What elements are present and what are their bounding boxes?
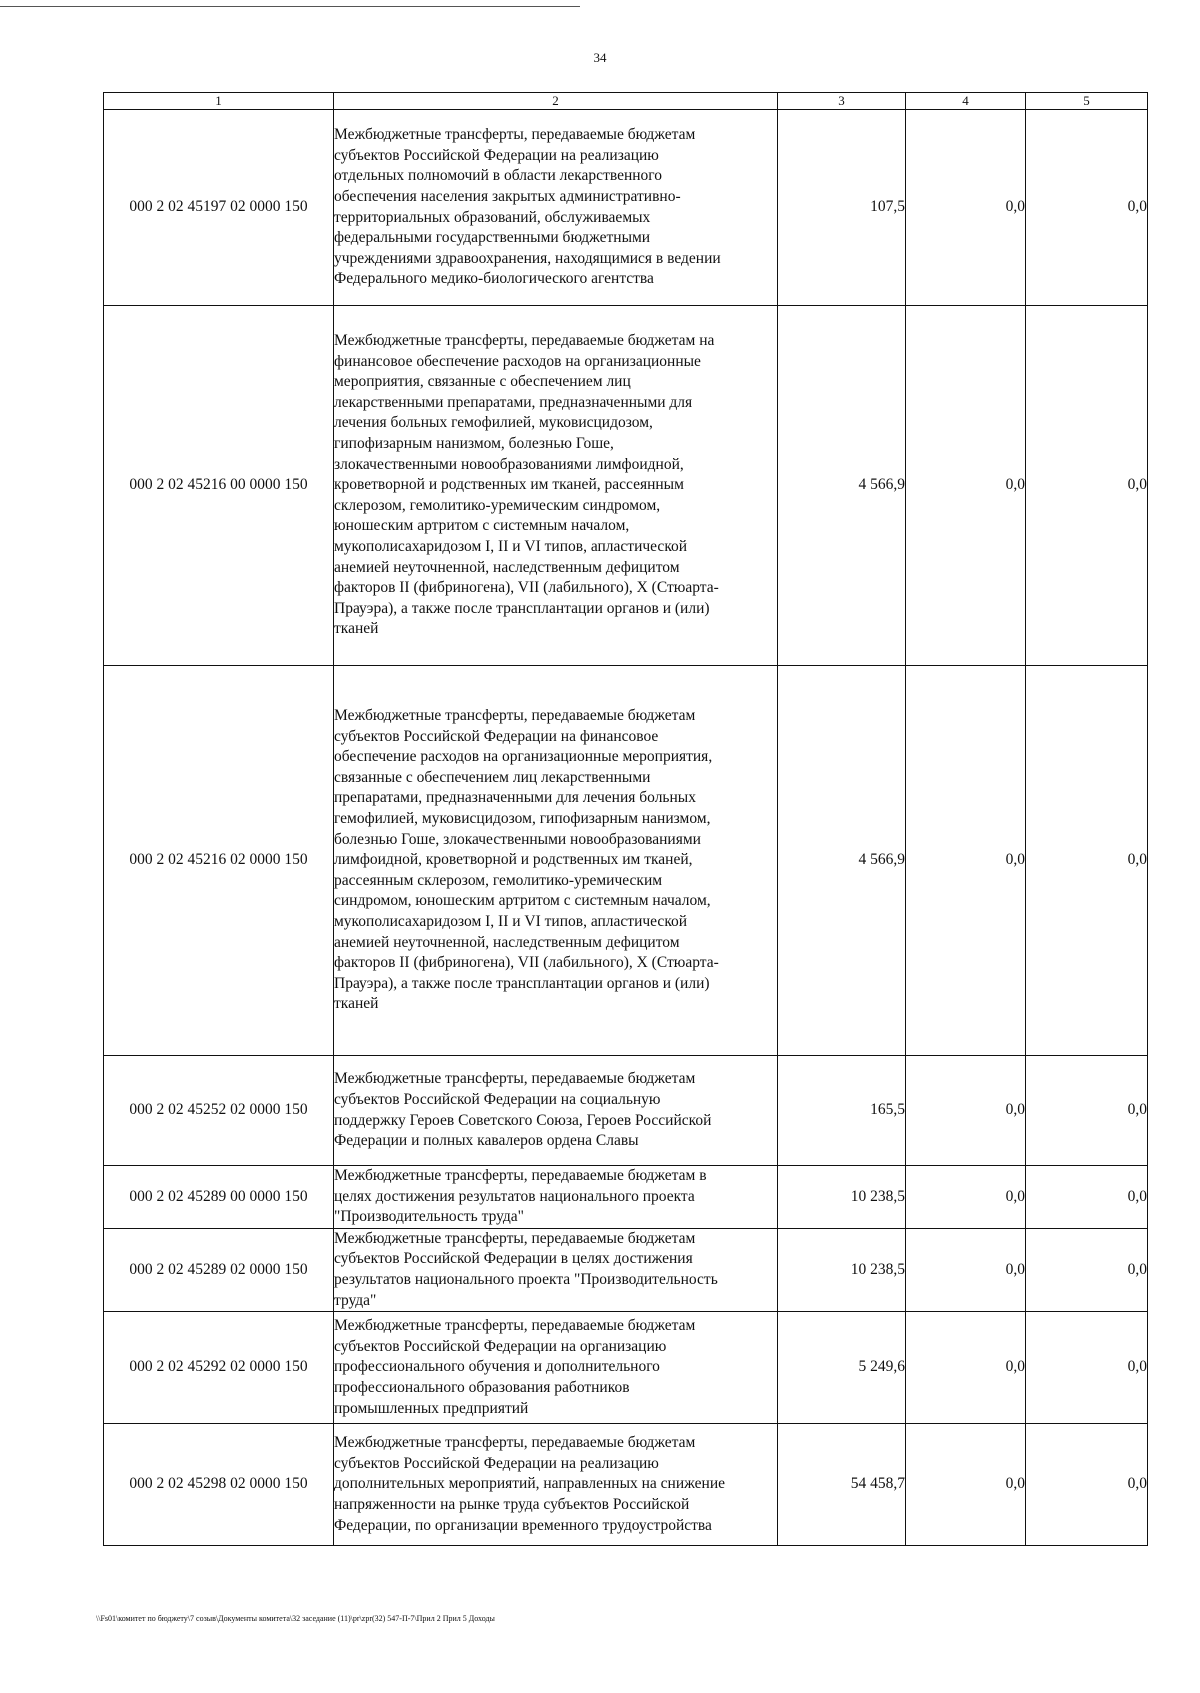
row-code: 000 2 02 45252 02 0000 150 (104, 1056, 334, 1166)
description-line: склерозом, гемолитико-уремическим синдромом, (334, 496, 661, 514)
description-line: Межбюджетные трансферты, передаваемые бюджетам (334, 1229, 696, 1247)
description-line: Прауэра), а также после трансплантации органов и (или) (334, 599, 710, 617)
description-line: гемофилией, муковисцидозом, гипофизарным нанизмом, (334, 810, 711, 828)
row-value-col5: 0,0 (1026, 1056, 1148, 1166)
description-line: Прауэра), а также после трансплантации органов и (или) (334, 974, 710, 992)
header-col-4: 4 (906, 93, 1026, 110)
description-line: факторов II (фибриногена), VII (лабильного), X (Стюарта- (334, 954, 719, 972)
description-line: тканей (334, 620, 379, 638)
row-description (334, 1424, 778, 1546)
description-line: напряженности на рынке труда субъектов Российской (334, 1495, 690, 1513)
row-value-col5: 0,0 (1026, 110, 1148, 306)
description-line: факторов II (фибриногена), VII (лабильного), X (Стюарта- (334, 579, 719, 597)
header-row (104, 93, 1148, 110)
description-line: обеспечения населения закрытых административно- (334, 187, 681, 205)
description-line: рассеянным склерозом, гемолитико-уремическим (334, 871, 663, 889)
row-code: 000 2 02 45216 00 0000 150 (104, 306, 334, 666)
description-line: кроветворной и родственных им тканей, рассеянным (334, 476, 684, 494)
description-line: Межбюджетные трансферты, передаваемые бюджетам (334, 1317, 696, 1335)
description-line: гипофизарным нанизмом, болезнью Гоше, (334, 435, 614, 453)
row-code: 000 2 02 45289 00 0000 150 (104, 1166, 334, 1229)
row-description (334, 666, 778, 1056)
description-line: Межбюджетные трансферты, передаваемые бюджетам (334, 707, 696, 725)
row-value-col5: 0,0 (1026, 1166, 1148, 1229)
description-line: субъектов Российской Федерации на финансовое (334, 727, 659, 745)
description-line: Межбюджетные трансферты, передаваемые бюджетам (334, 1070, 696, 1088)
footer-file-path: \\Fs01\комитет по бюджету\7 созыв\Документы комитета\32 заседание (11)\pr\zpr(32) 547-П-7\Прил 2 Прил 5 Доходы (96, 1614, 495, 1623)
description-line: учреждениями здравоохранения, находящимися в ведении (334, 249, 721, 267)
table-row (104, 1312, 1148, 1424)
table-row (104, 1228, 1148, 1311)
table-body (104, 110, 1148, 1546)
description-line: результатов национального проекта "Производительность (334, 1270, 718, 1288)
description-line: тканей (334, 995, 379, 1013)
row-description (334, 1056, 778, 1166)
row-value-col3: 165,5 (778, 1056, 906, 1166)
description-line: мероприятия, связанные с обеспечением лиц (334, 373, 631, 391)
row-value-col3: 54 458,7 (778, 1424, 906, 1546)
description-line: анемией неуточненной, наследственным дефицитом (334, 558, 680, 576)
row-description (334, 1166, 778, 1229)
page-number: 34 (593, 50, 607, 65)
description-line: "Производительность труда" (334, 1208, 524, 1226)
description-line: территориальных образований, обслуживаемых (334, 208, 651, 226)
row-code: 000 2 02 45292 02 0000 150 (104, 1312, 334, 1424)
description-line: труда" (334, 1291, 377, 1309)
description-line: субъектов Российской Федерации на организацию (334, 1337, 667, 1355)
header-col-2: 2 (334, 93, 778, 110)
budget-table (103, 92, 1148, 1546)
row-value-col4: 0,0 (906, 1312, 1026, 1424)
row-value-col4: 0,0 (906, 666, 1026, 1056)
description-line: Межбюджетные трансферты, передаваемые бюджетам (334, 126, 696, 144)
description-line: болезнью Гоше, злокачественными новообразованиями (334, 830, 701, 848)
description-line: субъектов Российской Федерации на реализацию (334, 1454, 659, 1472)
description-line: субъектов Российской Федерации на реализацию (334, 146, 659, 164)
description-line: Федерации, по организации временного трудоустройства (334, 1516, 712, 1534)
row-value-col3: 4 566,9 (778, 306, 906, 666)
description-line: Межбюджетные трансферты, передаваемые бюджетам на (334, 332, 715, 350)
row-value-col3: 4 566,9 (778, 666, 906, 1056)
header-col-3: 3 (778, 93, 906, 110)
description-line: профессионального обучения и дополнительного (334, 1358, 660, 1376)
description-line: Федерального медико-биологического агентства (334, 270, 654, 288)
description-line: отдельных полномочий в области лекарственного (334, 167, 663, 185)
row-value-col4: 0,0 (906, 1424, 1026, 1546)
row-value-col4: 0,0 (906, 1056, 1026, 1166)
description-line: лекарственными препаратами, предназначенными для (334, 393, 693, 411)
row-value-col5: 0,0 (1026, 306, 1148, 666)
description-line: Межбюджетные трансферты, передаваемые бюджетам (334, 1434, 696, 1452)
header-col-5: 5 (1026, 93, 1148, 110)
table-row (104, 110, 1148, 306)
row-description (334, 1228, 778, 1311)
row-value-col4: 0,0 (906, 306, 1026, 666)
description-line: промышленных предприятий (334, 1399, 529, 1417)
description-line: целях достижения результатов национального проекта (334, 1187, 695, 1205)
row-description (334, 306, 778, 666)
description-line: синдромом, юношеским артритом с системным началом, (334, 892, 711, 910)
header-col-1: 1 (104, 93, 334, 110)
table-row (104, 1424, 1148, 1546)
row-code: 000 2 02 45197 02 0000 150 (104, 110, 334, 306)
table-row (104, 666, 1148, 1056)
row-code: 000 2 02 45298 02 0000 150 (104, 1424, 334, 1546)
table-row (104, 1056, 1148, 1166)
table-row (104, 306, 1148, 666)
row-description (334, 110, 778, 306)
row-value-col3: 107,5 (778, 110, 906, 306)
description-line: анемией неуточненной, наследственным дефицитом (334, 933, 680, 951)
description-line: мукополисахаридозом I, II и VI типов, апластической (334, 912, 688, 930)
row-value-col3: 5 249,6 (778, 1312, 906, 1424)
description-line: финансовое обеспечение расходов на организационные (334, 352, 701, 370)
row-value-col5: 0,0 (1026, 1312, 1148, 1424)
description-line: субъектов Российской Федерации в целях достижения (334, 1250, 693, 1268)
row-code: 000 2 02 45216 02 0000 150 (104, 666, 334, 1056)
row-description (334, 1312, 778, 1424)
scan-edge-line (0, 6, 580, 7)
description-line: Федерации и полных кавалеров ордена Славы (334, 1132, 639, 1150)
row-value-col5: 0,0 (1026, 1424, 1148, 1546)
description-line: Межбюджетные трансферты, передаваемые бюджетам в (334, 1167, 707, 1184)
description-line: связанные с обеспечением лиц лекарственными (334, 768, 651, 786)
description-line: обеспечение расходов на организационные мероприятия, (334, 748, 713, 766)
row-value-col3: 10 238,5 (778, 1228, 906, 1311)
description-line: препаратами, предназначенными для лечения больных (334, 789, 696, 807)
description-line: лимфоидной, кроветворной и родственных им тканей, (334, 851, 693, 869)
table-row (104, 1166, 1148, 1229)
row-code: 000 2 02 45289 02 0000 150 (104, 1228, 334, 1311)
row-value-col3: 10 238,5 (778, 1166, 906, 1229)
description-line: дополнительных мероприятий, направленных на снижение (334, 1475, 725, 1493)
description-line: федеральными государственными бюджетными (334, 229, 651, 247)
description-line: субъектов Российской Федерации на социальную (334, 1090, 661, 1108)
row-value-col4: 0,0 (906, 1166, 1026, 1229)
description-line: поддержку Героев Советского Союза, Героев Российской (334, 1111, 712, 1129)
description-line: лечения больных гемофилией, муковисцидозом, (334, 414, 653, 432)
row-value-col5: 0,0 (1026, 1228, 1148, 1311)
description-line: злокачественными новообразованиями лимфоидной, (334, 455, 684, 473)
row-value-col4: 0,0 (906, 110, 1026, 306)
description-line: мукополисахаридозом I, II и VI типов, апластической (334, 537, 688, 555)
description-line: юношеским артритом с системным началом, (334, 517, 630, 535)
description-line: профессионального образования работников (334, 1378, 630, 1396)
row-value-col5: 0,0 (1026, 666, 1148, 1056)
row-value-col4: 0,0 (906, 1228, 1026, 1311)
